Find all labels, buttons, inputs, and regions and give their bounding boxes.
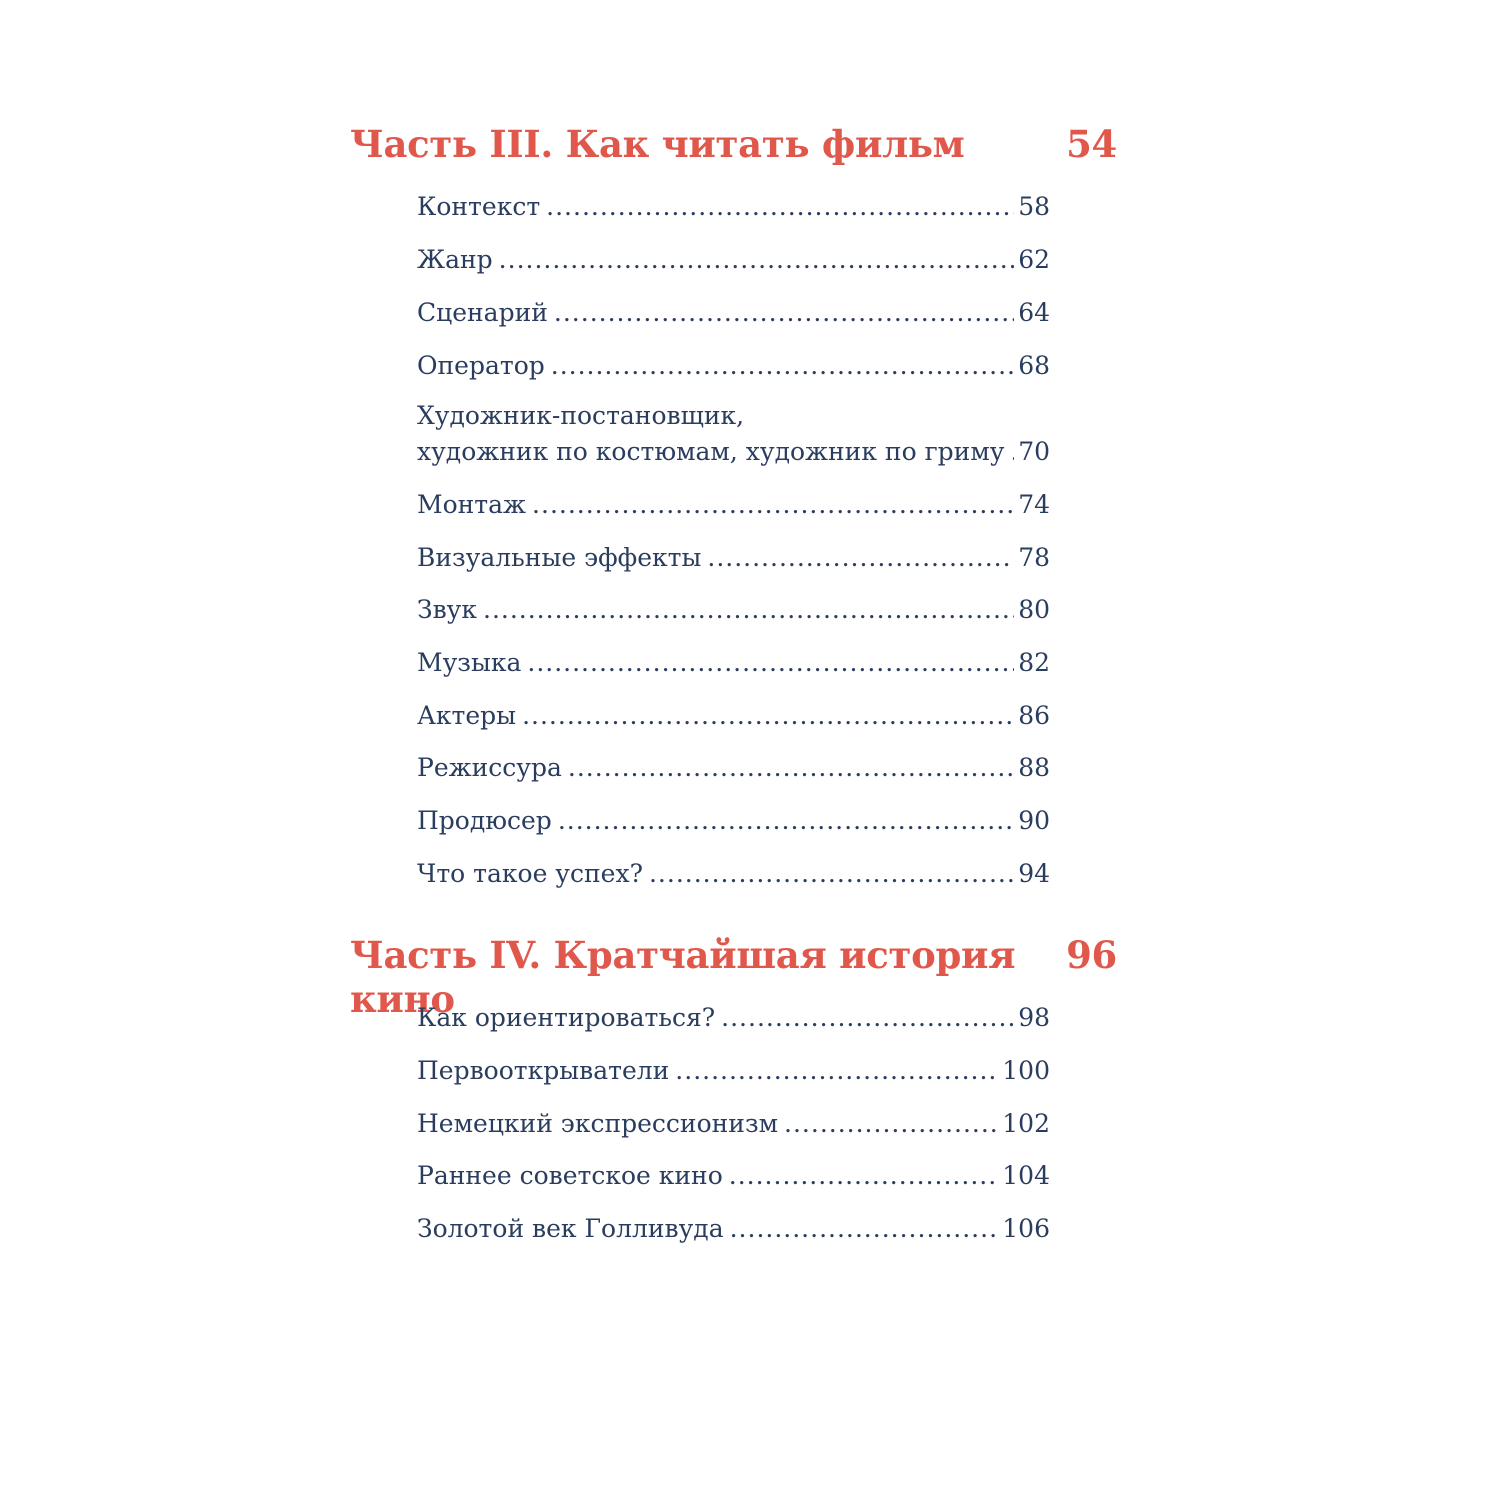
entry-title: Жанр — [417, 245, 493, 274]
entry-page-number: 78 — [1018, 543, 1050, 572]
dot-leader — [1011, 434, 1015, 470]
dot-leader — [499, 242, 1015, 278]
dot-leader — [551, 348, 1014, 384]
toc-entry — [417, 1053, 1050, 1089]
entry-title: Продюсер — [417, 806, 552, 835]
entry-title: Как ориентироваться? — [417, 1003, 716, 1032]
dot-leader — [532, 487, 1014, 523]
entry-title: Сценарий — [417, 298, 548, 327]
part-heading — [350, 122, 1117, 182]
toc-entry-multiline — [417, 398, 1050, 470]
entry-title: Художник-постановщик, — [417, 401, 745, 430]
toc-entry — [417, 1000, 1050, 1036]
entry-title: Монтаж — [417, 490, 527, 519]
dot-leader — [527, 645, 1014, 681]
toc-entry — [417, 189, 1050, 225]
entry-title: Контекст — [417, 192, 541, 221]
entry-page-number: 82 — [1018, 648, 1050, 677]
entry-page-number: 68 — [1018, 351, 1050, 380]
toc-entry — [417, 803, 1050, 839]
entry-page-number: 74 — [1018, 490, 1050, 519]
entry-page-number: 100 — [1002, 1056, 1050, 1085]
dot-leader — [558, 803, 1014, 839]
dot-leader — [729, 1158, 999, 1194]
part-page-number: 96 — [1066, 933, 1117, 977]
toc-entry — [417, 1211, 1050, 1247]
entry-title: Актеры — [417, 701, 517, 730]
entry-page-number: 90 — [1018, 806, 1050, 835]
entry-page-number: 80 — [1018, 595, 1050, 624]
dot-leader — [554, 295, 1014, 331]
entry-page-number: 70 — [1018, 437, 1050, 466]
toc-entry — [417, 698, 1050, 734]
entry-title: Что такое успех? — [417, 859, 643, 888]
dot-leader — [721, 1000, 1014, 1036]
entry-page-number: 58 — [1018, 192, 1050, 221]
dot-leader — [546, 189, 1014, 225]
entry-page-number: 102 — [1002, 1109, 1050, 1138]
toc-entry — [417, 295, 1050, 331]
toc-entry — [417, 242, 1050, 278]
toc-entry — [417, 1158, 1050, 1194]
entry-page-number: 94 — [1018, 859, 1050, 888]
toc-entry — [417, 1106, 1050, 1142]
entry-page-number: 64 — [1018, 298, 1050, 327]
entry-title: Немецкий экспрессионизм — [417, 1109, 779, 1138]
entry-page-number: 86 — [1018, 701, 1050, 730]
entry-title: Первооткрыватели — [417, 1056, 670, 1085]
entry-page-number: 106 — [1002, 1214, 1050, 1243]
toc-entry — [417, 592, 1050, 628]
entry-page-number: 98 — [1018, 1003, 1050, 1032]
entry-page-number: 88 — [1018, 753, 1050, 782]
entry-title: Раннее советское кино — [417, 1161, 723, 1190]
toc-entry — [417, 540, 1050, 576]
entry-title-continued: художник по костюмам, художник по гриму — [417, 437, 1005, 466]
dot-leader — [522, 698, 1014, 734]
part-page-number: 54 — [1066, 122, 1117, 166]
part-title: Часть IV. Кратчайшая история кино — [350, 933, 1016, 1021]
entry-title: Визуальные эффекты — [417, 543, 702, 572]
toc-entry — [417, 487, 1050, 523]
dot-leader — [568, 750, 1014, 786]
dot-leader — [483, 592, 1014, 628]
dot-leader — [730, 1211, 999, 1247]
toc-entry — [417, 750, 1050, 786]
part-title: Часть III. Как читать фильм — [350, 122, 965, 166]
entry-title: Оператор — [417, 351, 545, 380]
entry-page-number: 62 — [1018, 245, 1050, 274]
entry-page-number: 104 — [1002, 1161, 1050, 1190]
dot-leader — [707, 540, 1014, 576]
toc-entry — [417, 856, 1050, 892]
dot-leader — [784, 1106, 998, 1142]
toc-entry — [417, 645, 1050, 681]
entry-title: Звук — [417, 595, 477, 624]
entry-title: Золотой век Голливуда — [417, 1214, 724, 1243]
entry-title: Музыка — [417, 648, 522, 677]
entry-title: Режиссура — [417, 753, 562, 782]
dot-leader — [675, 1053, 998, 1089]
toc-entry — [417, 348, 1050, 384]
dot-leader — [649, 856, 1014, 892]
